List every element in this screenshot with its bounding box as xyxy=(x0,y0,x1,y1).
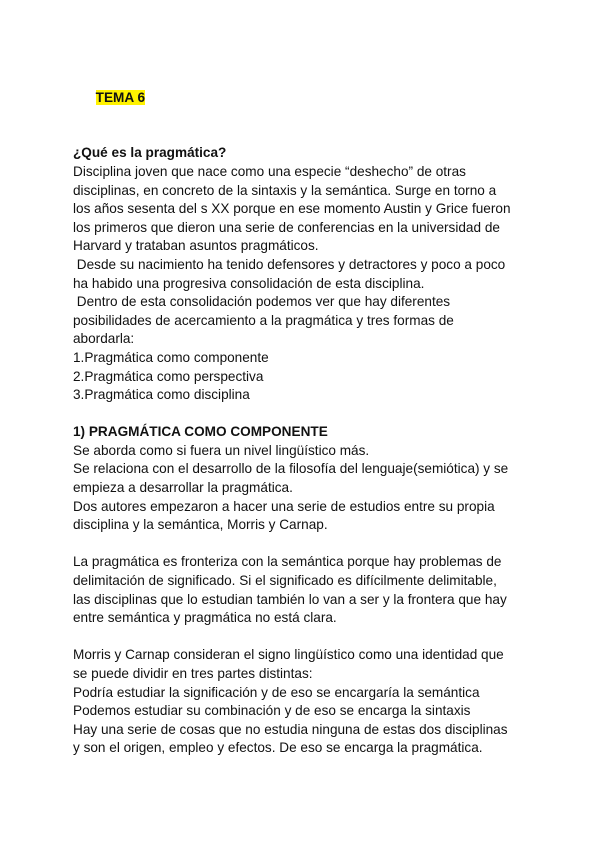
paragraph-3-line: Morris y Carnap consideran el signo lingüístico como una identidad que xyxy=(73,647,504,663)
intro-line: los primeros que dieron una serie de conferencias en la universidad de xyxy=(73,219,500,235)
title-highlight: TEMA 6 xyxy=(95,89,146,105)
paragraph-2-line: entre semántica y pragmática no está clara. xyxy=(73,610,337,626)
paragraph-2-line: La pragmática es fronteriza con la semántica porque hay problemas de xyxy=(73,554,502,570)
section-1-line: Se relaciona con el desarrollo de la filosofía del lenguaje(semiótica) y se xyxy=(73,461,509,477)
intro-line: los años sesenta del s XX porque en ese momento Austin y Grice fueron xyxy=(73,201,511,217)
paragraph-2-line: las disciplinas que lo estudian también lo van a ser y la frontera que hay xyxy=(73,591,507,607)
intro-line: disciplinas, en concreto de la sintaxis y la semántica. Surge en torno a xyxy=(73,182,497,198)
intro-line: ha habido una progresiva consolidación de esta disciplina. xyxy=(73,275,425,291)
intro-line: posibilidades de acercamiento a la pragmática y tres formas de xyxy=(73,312,454,328)
spacer xyxy=(73,628,543,647)
section-1-line: disciplina y la semántica, Morris y Carnap. xyxy=(73,517,328,533)
section-question-heading: ¿Qué es la pragmática? xyxy=(73,145,227,161)
intro-line: Harvard y trataban asuntos pragmáticos. xyxy=(73,238,319,254)
spacer xyxy=(73,535,543,554)
intro-line: abordarla: xyxy=(73,331,135,347)
document-title xyxy=(73,70,543,126)
spacer xyxy=(73,405,543,424)
section-1-line: empieza a desarrollar la pragmática. xyxy=(73,480,293,496)
spacer xyxy=(73,126,543,145)
intro-line: Disciplina joven que nace como una especie “deshecho” de otras xyxy=(73,163,466,179)
paragraph-2-line: delimitación de significado. Si el significado es difícilmente delimitable, xyxy=(73,573,497,589)
section-1-heading: 1) PRAGMÁTICA COMO COMPONENTE xyxy=(73,424,328,440)
paragraph-3-line: se puede dividir en tres partes distintas: xyxy=(73,666,313,681)
section-1-line: Dos autores empezaron a hacer una serie de estudios entre su propia xyxy=(73,498,495,514)
intro-line: Desde su nacimiento ha tenido defensores y detractores y poco a poco xyxy=(73,256,506,272)
list-item: 2.Pragmática como perspectiva xyxy=(73,368,264,384)
intro-line: Dentro de esta consolidación podemos ver que hay diferentes xyxy=(73,294,451,310)
paragraph-3-line: Podría estudiar la significación y de eso se encargaría la semántica xyxy=(73,684,480,700)
list-item: 3.Pragmática como disciplina xyxy=(73,387,250,403)
list-item: 1.Pragmática como componente xyxy=(73,349,269,365)
section-1-line: Se aborda como si fuera un nivel lingüístico más. xyxy=(73,442,370,458)
paragraph-3-line: y son el origen, empleo y efectos. De eso se encarga la pragmática. xyxy=(73,740,483,756)
paragraph-3-line: Hay una serie de cosas que no estudia ninguna de estas dos disciplinas xyxy=(73,721,508,737)
paragraph-3-line: Podemos estudiar su combinación y de eso se encarga la sintaxis xyxy=(73,703,471,719)
document-content xyxy=(73,70,543,758)
